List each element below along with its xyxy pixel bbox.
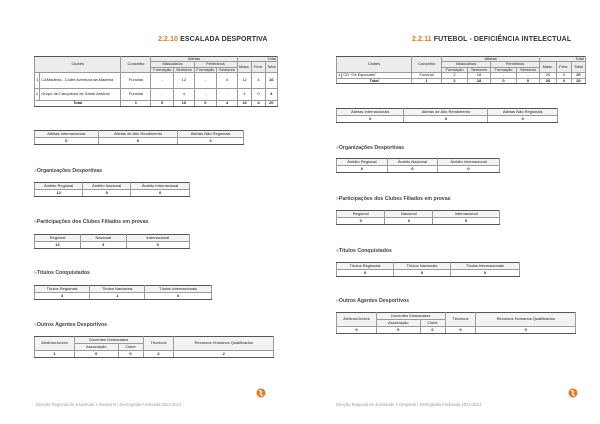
col-atletas: Atletas: [151, 57, 237, 62]
col-masc: Masc.: [540, 62, 557, 73]
double-chevron-icon: »: [34, 168, 37, 174]
col-total: Total: [265, 62, 277, 73]
drjd-logo-icon: [256, 388, 266, 398]
section-name: ESCALADA DESPORTIVA: [180, 36, 268, 43]
athletes-main-table: [34, 56, 278, 107]
right-page: [300, 0, 600, 424]
org-section-title: »Organizações Desportivas: [336, 145, 405, 151]
outros-table: Árbitros/Juízes Docentes Destacados Técnicos Recursos Humanos Qualificados Associação Clube 1 0 0 2 2: [34, 336, 274, 358]
double-chevron-icon: »: [336, 248, 339, 254]
section-title: [158, 36, 268, 43]
col-total: Total: [571, 62, 585, 73]
org-table: Âmbito Regional Âmbito Nacional Âmbito Internacional 12 0 0: [34, 182, 190, 197]
double-chevron-icon: »: [34, 322, 37, 328]
double-chevron-icon: »: [34, 219, 37, 225]
club-name: Grupo de Campismo de Santo António: [40, 89, 121, 101]
col-f-formacao: Formação: [194, 67, 217, 72]
section-number: 2.2.10: [158, 36, 179, 43]
part-table: Regional Nacional Internacional 12 3 0: [34, 234, 190, 249]
total-row: Total 1 0 16 0 4 16 4 20: [35, 101, 278, 106]
drjd-logo-icon: [568, 388, 578, 398]
col-masc: Masc.: [237, 62, 252, 73]
table-row: 1 CAMadeira - Clube Aventura da Madeira Funchal - 12 - 4 12 4 16: [35, 73, 278, 89]
col-femininos: Femininos: [194, 62, 237, 67]
section-name: FUTEBOL - DEFICIÊNCIA INTELECTUAL: [433, 36, 572, 43]
titulos-section-title: »Títulos Conquistados: [34, 270, 90, 276]
col-m-seniores: Seniores: [174, 67, 194, 72]
titulos-section-title: »Títulos Conquistados: [336, 248, 392, 254]
col-clubes: Clubes: [337, 57, 412, 73]
titulos-table: Títulos Regionais Títulos Nacionais Títulos Internacionais 3 1 0: [34, 285, 212, 300]
col-concelho: Concelho: [412, 57, 442, 73]
col-m-formacao: Formação: [442, 67, 468, 72]
footer-text: Direção Regional de Juventude e Desporto | Demografia Federada 2013-2014: [336, 402, 482, 407]
col-f-seniores: Seniores: [217, 67, 237, 72]
col-masculinos: Masculinos: [442, 62, 491, 67]
club-name: CAMadeira - Clube Aventura da Madeira: [40, 73, 121, 89]
double-chevron-icon: »: [336, 298, 339, 304]
col-concelho: Concelho: [121, 57, 151, 73]
outros-section-title: »Outros Agentes Desportivos: [34, 322, 108, 328]
col-m-seniores: Seniores: [467, 67, 490, 72]
col-fem: Fem.: [556, 62, 571, 73]
col-femininos: Femininos: [491, 62, 540, 67]
total-row: Total 1 2 18 0 0 20 0 20: [337, 78, 586, 83]
col-clubes: Clubes: [35, 57, 121, 73]
double-chevron-icon: »: [34, 270, 37, 276]
athletes-status-table: Atletas Internacionais Atletas de Alto Rendimento Atletas Não Regionais 0 0 0: [34, 130, 244, 145]
section-title: [412, 36, 571, 43]
outros-section-title: »Outros Agentes Desportivos: [336, 298, 410, 304]
double-chevron-icon: »: [336, 145, 339, 151]
col-f-seniores: Seniores: [516, 67, 539, 72]
part-section-title: »Participações dos Clubes Filiados em provas: [34, 219, 149, 225]
table-row: 1 CD "Os Especiais" Funchal 2 18 - - 20 0 20: [337, 73, 586, 78]
titulos-table: Títulos Regionais Títulos Nacionais Títulos Internacionais 0 0 0: [336, 262, 520, 277]
part-section-title: »Participações dos Clubes Filiados em provas: [336, 196, 451, 202]
club-name: CD "Os Especiais": [342, 73, 412, 78]
table-row: 2 Grupo de Campismo de Santo António Funchal - 4 - - 4 0 4: [35, 89, 278, 101]
athletes-main-table: [336, 56, 586, 84]
org-table: Âmbito Regional Âmbito Nacional Âmbito Internacional 0 0 0: [336, 158, 500, 173]
athletes-status-table: Atletas Internacionais Atletas de Alto Rendimento Atletas Não Regionais 0 0 0: [336, 108, 558, 123]
col-f-formacao: Formação: [491, 67, 517, 72]
col-total-group: Total: [237, 57, 277, 62]
col-atletas: Atletas: [442, 57, 540, 62]
col-total-group: Total: [540, 57, 586, 62]
part-table: Regional Nacional Internacional 0 0 0: [336, 210, 500, 225]
col-fem: Fem.: [252, 62, 265, 73]
col-m-formacao: Formação: [151, 67, 174, 72]
org-section-title: »Organizações Desportivas: [34, 168, 103, 174]
footer-text: Direção Regional de Juventude e Desporto | Demografia Federada 2013-2014: [36, 402, 182, 407]
col-masculinos: Masculinos: [151, 62, 194, 67]
outros-table: Árbitros/Juízes Docentes Destacados Técnicos Recursos Humanos Qualificados Associação Clube 0 0 0 0 0: [336, 312, 576, 334]
double-chevron-icon: »: [336, 196, 339, 202]
section-number: 2.2.11: [412, 36, 432, 43]
